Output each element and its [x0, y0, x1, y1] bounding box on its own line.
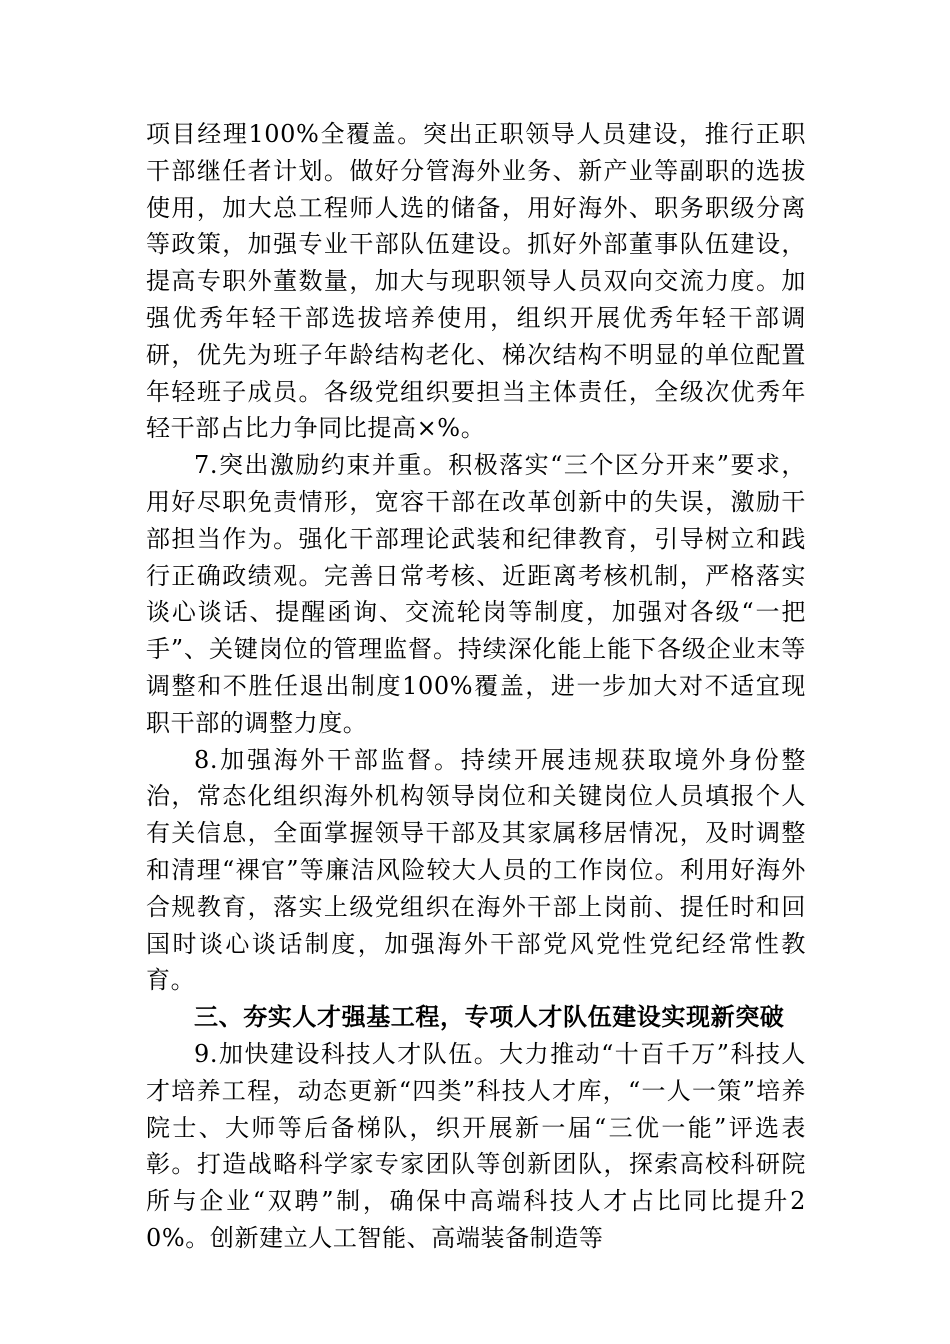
paragraph-9: 9.加快建设科技人才队伍。大力推动“十百千万”科技人才培养工程，动态更新“四类”科技人才库，“一人一策”培养院士、大师等后备梯队，织开展新一届“三优一能”评选表彰。打造战略科学家专家团队等创新团队，探索高校科研院所与企业“双聘”制，确保中高端科技人才占比同比提升20%。创新建立人工智能、高端装备制造等 — [146, 1039, 806, 1252]
paragraph-8: 8.加强海外干部监督。持续开展违规获取境外身份整治，常态化组织海外机构领导岗位和关键岗位人员填报个人有关信息，全面掌握领导干部及其家属移居情况，及时调整和清理“裸官”等廉洁风险较大人员的工作岗位。利用好海外合规教育，落实上级党组织在海外干部上岗前、提任时和回国时谈心谈话制度，加强海外干部党风党性党纪经常性教育。 — [146, 745, 806, 995]
paragraph-7: 7.突出激励约束并重。积极落实“三个区分开来”要求，用好尽职免责情形，宽容干部在改革创新中的失误，激励干部担当作为。强化干部理论武装和纪律教育，引导树立和践行正确政绩观。完善日常考核、近距离考核机制，严格落实谈心谈话、提醒函询、交流轮岗等制度，加强对各级“一把手”、关键岗位的管理监督。持续深化能上能下各级企业末等调整和不胜任退出制度100%覆盖，进一步加大对不适宜现职干部的调整力度。 — [146, 451, 806, 737]
section-heading: 三、夯实人才强基工程，专项人才队伍建设实现新突破 — [194, 1003, 785, 1032]
paragraph-continued: 项目经理100%全覆盖。突出正职领导人员建设，推行正职干部继任者计划。做好分管海外业务、新产业等副职的选拔使用，加大总工程师人选的储备，用好海外、职务职级分离等政策，加强专业干部队伍建设。抓好外部董事队伍建设，提高专职外董数量，加大与现职领导人员双向交流力度。加强优秀年轻干部选拔培养使用，组织开展优秀年轻干部调研，优先为班子年龄结构老化、梯次结构不明显的单位配置年轻班子成员。各级党组织要担当主体责任，全级次优秀年轻干部占比力争同比提高×%。 — [146, 120, 806, 443]
document-body — [146, 116, 806, 1257]
